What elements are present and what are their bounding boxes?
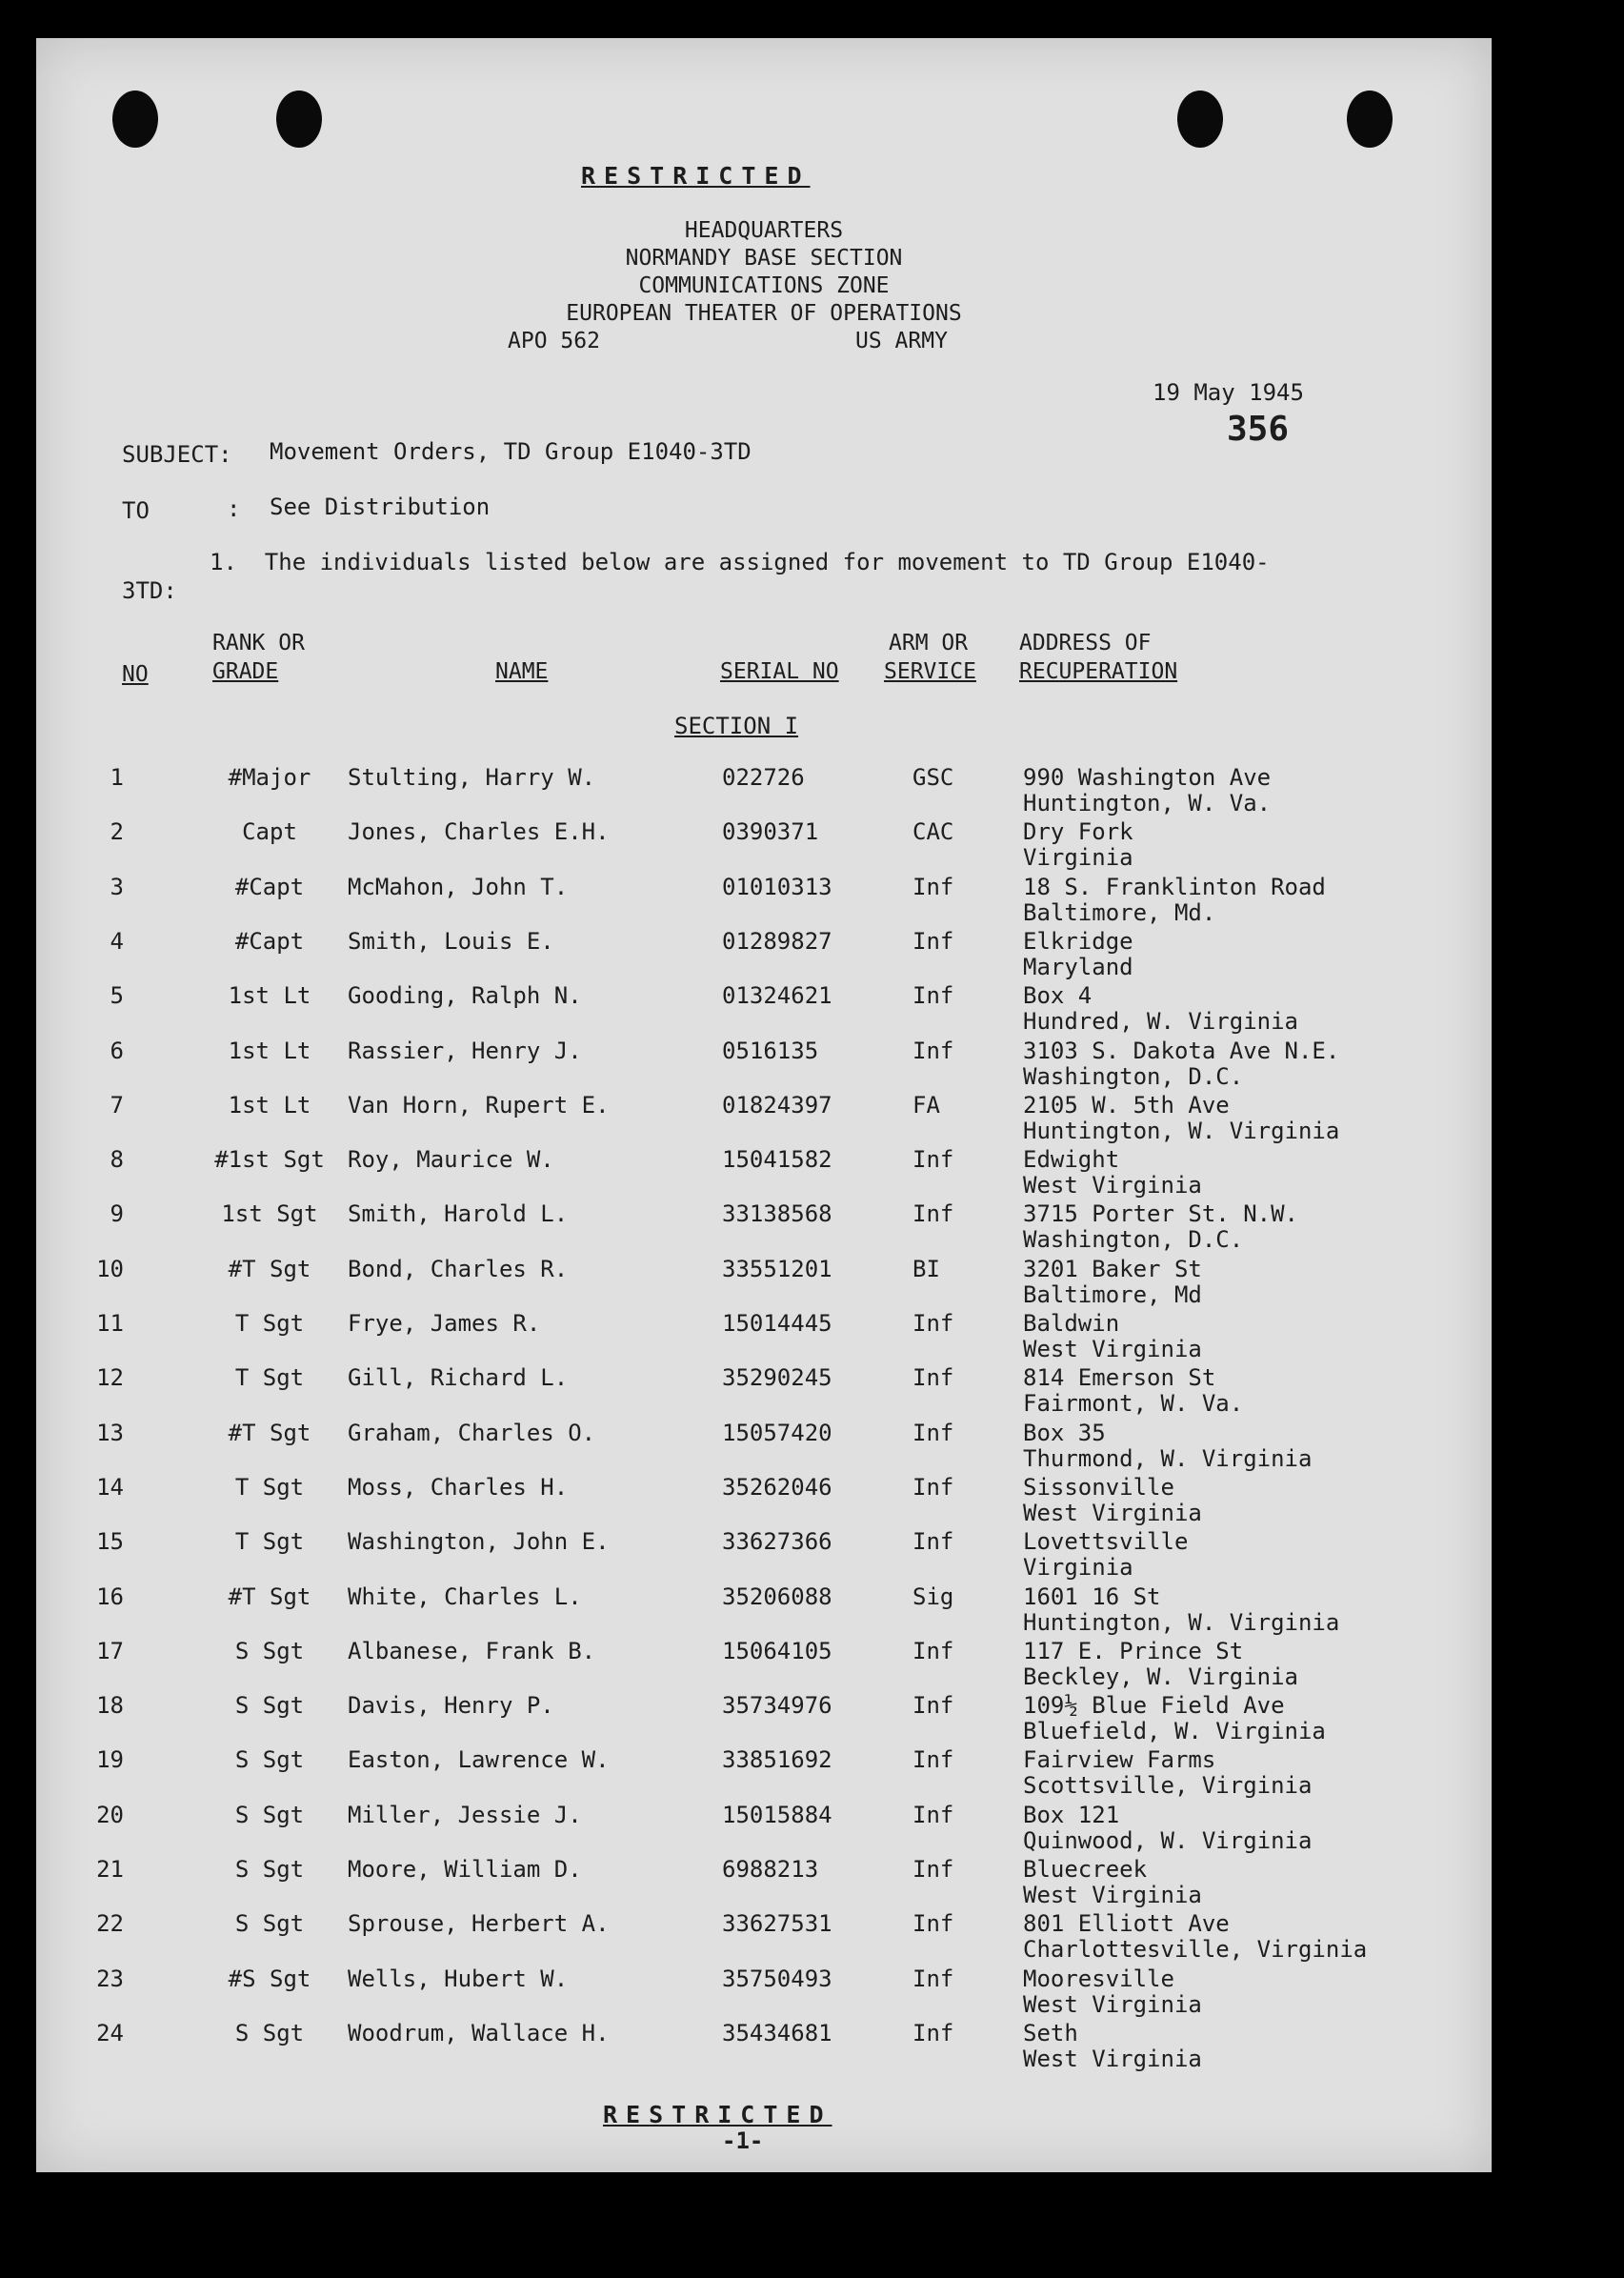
col-arm-top: ARM OR [889,631,969,655]
cell-addr1: Box 4 [1023,982,1093,1010]
cell-no: 21 [96,1856,124,1883]
cell-no: 19 [96,1746,124,1774]
cell-arm: Inf [912,1692,954,1720]
cell-serial: 35734976 [722,1692,832,1720]
cell-addr2: West Virginia [1023,1336,1202,1362]
cell-serial: 01010313 [722,873,832,900]
cell-rank: S Sgt [234,1856,305,1883]
cell-rank: #T Sgt [228,1419,311,1446]
cell-no: 15 [96,1528,124,1556]
cell-rank: #T Sgt [228,1255,311,1282]
cell-addr1: 990 Washington Ave [1023,764,1272,791]
cell-no: 2 [110,818,124,846]
cell-no: 24 [96,2019,124,2046]
cell-name: Stulting, Harry W. [348,764,596,791]
cell-no: 11 [96,1310,124,1337]
cell-addr1: 3201 Baker St [1023,1255,1202,1282]
cell-no: 23 [96,1965,124,1992]
cell-arm: Inf [912,1528,954,1556]
cell-addr2: Huntington, W. Va. [1023,790,1272,816]
cell-no: 18 [96,1692,124,1720]
section-heading: SECTION I [674,713,799,739]
cell-serial: 0390371 [722,818,819,846]
cell-serial: 35290245 [722,1364,832,1392]
subject-label: SUBJECT: [122,441,232,468]
punch-hole [1347,91,1393,148]
cell-serial: 15015884 [722,1801,832,1828]
cell-arm: CAC [912,818,954,846]
col-serial: SERIAL NO [720,659,839,684]
cell-name: Smith, Louis E. [348,927,554,955]
cell-name: Van Horn, Rupert E. [348,1091,610,1119]
cell-serial: 35750493 [722,1965,832,1992]
col-name: NAME [495,659,549,684]
cell-addr2: Virginia [1023,844,1133,872]
punch-hole [112,91,158,148]
cell-addr2: Scottsville, Virginia [1023,1772,1313,1800]
cell-rank: S Sgt [234,1692,305,1720]
cell-addr2: West Virginia [1023,1990,1202,2018]
cell-addr1: Box 35 [1023,1419,1106,1446]
letterhead-line: COMMUNICATIONS ZONE [638,273,890,298]
cell-addr2: Baltimore, Md. [1023,898,1216,926]
cell-arm: Inf [912,1200,954,1228]
cell-no: 10 [96,1255,124,1282]
cell-rank: #1st Sgt [214,1146,325,1174]
cell-serial: 33627531 [722,1910,832,1938]
cell-arm: Inf [912,1364,954,1392]
cell-arm: GSC [912,764,954,791]
cell-addr1: 2105 W. 5th Ave [1023,1091,1230,1119]
cell-name: Wells, Hubert W. [348,1965,569,1992]
cell-name: Albanese, Frank B. [348,1637,596,1664]
cell-addr1: Mooresville [1023,1965,1174,1992]
cell-serial: 0516135 [722,1037,819,1064]
cell-name: Washington, John E. [348,1528,610,1556]
document-number: 356 [1227,410,1290,449]
cell-rank: T Sgt [234,1364,305,1392]
subject-text: Movement Orders, TD Group E1040-3TD [270,438,752,465]
cell-addr2: Washington, D.C. [1023,1062,1244,1090]
cell-no: 4 [110,927,124,955]
cell-addr1: 1601 16 St [1023,1583,1161,1610]
cell-rank: S Sgt [234,1637,305,1664]
cell-no: 3 [110,873,124,900]
cell-arm: Inf [912,1310,954,1337]
col-rank-top: RANK OR [212,631,305,655]
cell-addr2: West Virginia [1023,1499,1202,1526]
cell-serial: 33138568 [722,1200,832,1228]
cell-serial: 15064105 [722,1637,832,1664]
cell-no: 22 [96,1910,124,1938]
cell-rank: Capt [242,818,297,846]
cell-serial: 15041582 [722,1146,832,1174]
cell-rank: #S Sgt [228,1965,311,1992]
cell-name: Woodrum, Wallace H. [348,2019,610,2046]
page-number: -1- [722,2127,764,2154]
cell-name: Frye, James R. [348,1310,541,1337]
cell-arm: BI [912,1255,940,1282]
cell-rank: S Sgt [234,2019,305,2046]
cell-serial: 01289827 [722,927,832,955]
cell-serial: 35206088 [722,1583,832,1610]
cell-name: Gooding, Ralph N. [348,982,582,1010]
cell-rank: T Sgt [234,1310,305,1337]
cell-rank: #Capt [234,873,305,900]
cell-addr2: West Virginia [1023,1882,1202,1908]
cell-addr1: Fairview Farms [1023,1746,1216,1774]
cell-serial: 15014445 [722,1310,832,1337]
cell-no: 20 [96,1801,124,1828]
cell-addr2: West Virginia [1023,1172,1202,1199]
cell-name: White, Charles L. [348,1583,582,1610]
cell-addr2: Virginia [1023,1554,1133,1582]
cell-no: 12 [96,1364,124,1392]
col-addr: RECUPERATION [1019,659,1178,684]
cell-no: 1 [110,764,124,791]
cell-name: Sprouse, Herbert A. [348,1910,610,1938]
cell-serial: 01824397 [722,1091,832,1119]
cell-no: 13 [96,1419,124,1446]
cell-name: Miller, Jessie J. [348,1801,582,1828]
cell-serial: 35262046 [722,1473,832,1501]
cell-arm: Inf [912,1419,954,1446]
document-date: 19 May 1945 [1153,379,1304,406]
letterhead-line: NORMANDY BASE SECTION [625,246,903,271]
letterhead-line: EUROPEAN THEATER OF OPERATIONS [566,301,962,326]
cell-no: 7 [110,1091,124,1119]
cell-rank: 1st Lt [228,1037,311,1064]
col-addr-top: ADDRESS OF [1019,631,1152,655]
cell-arm: Inf [912,1037,954,1064]
cell-addr2: Hundred, W. Virginia [1023,1008,1298,1036]
cell-arm: Inf [912,1473,954,1501]
cell-addr1: 801 Elliott Ave [1023,1910,1230,1938]
cell-addr1: 109½ Blue Field Ave [1023,1692,1285,1720]
cell-no: 6 [110,1037,124,1064]
cell-rank: S Sgt [234,1746,305,1774]
cell-arm: FA [912,1091,940,1119]
punch-hole [276,91,322,148]
col-arm: SERVICE [884,659,976,684]
cell-name: Moss, Charles H. [348,1473,569,1501]
cell-name: Davis, Henry P. [348,1692,554,1720]
cell-arm: Inf [912,1856,954,1883]
cell-addr1: 18 S. Franklinton Road [1023,873,1326,900]
cell-addr1: Sissonville [1023,1473,1174,1501]
cell-rank: #Major [228,764,311,791]
cell-addr1: 3103 S. Dakota Ave N.E. [1023,1037,1340,1064]
cell-arm: Inf [912,1746,954,1774]
cell-addr2: Huntington, W. Virginia [1023,1117,1340,1144]
punch-hole [1177,91,1223,148]
cell-serial: 6988213 [722,1856,819,1883]
cell-rank: S Sgt [234,1801,305,1828]
cell-no: 17 [96,1637,124,1664]
cell-no: 5 [110,982,124,1010]
cell-addr2: West Virginia [1023,2045,1202,2072]
cell-addr2: Beckley, W. Virginia [1023,1663,1298,1690]
cell-addr2: Charlottesville, Virginia [1023,1936,1368,1964]
cell-arm: Inf [912,1146,954,1174]
cell-addr1: 3715 Porter St. N.W. [1023,1200,1298,1228]
cell-addr1: Lovettsville [1023,1528,1189,1556]
cell-serial: 33851692 [722,1746,832,1774]
paragraph-line: 1. The individuals listed below are assigned for movement to TD Group E1040- [210,549,1270,575]
cell-arm: Sig [912,1583,954,1610]
cell-arm: Inf [912,982,954,1010]
cell-arm: Inf [912,1965,954,1992]
cell-serial: 01324621 [722,982,832,1010]
cell-addr1: 814 Emerson St [1023,1364,1216,1392]
to-label: TO [122,497,150,524]
cell-addr2: Maryland [1023,953,1133,980]
cell-arm: Inf [912,2019,954,2046]
cell-addr1: 117 E. Prince St [1023,1637,1244,1664]
to-text: See Distribution [270,494,491,520]
cell-serial: 15057420 [722,1419,832,1446]
cell-rank: #Capt [234,927,305,955]
cell-arm: Inf [912,1801,954,1828]
cell-addr2: Quinwood, W. Virginia [1023,1826,1313,1854]
cell-no: 8 [110,1146,124,1174]
cell-serial: 022726 [722,764,805,791]
cell-addr1: Dry Fork [1023,818,1133,846]
cell-addr2: Baltimore, Md [1023,1280,1202,1308]
cell-addr2: Washington, D.C. [1023,1226,1244,1254]
col-no: NO [122,662,149,687]
cell-name: Rassier, Henry J. [348,1037,582,1064]
cell-name: Graham, Charles O. [348,1419,596,1446]
cell-name: Jones, Charles E.H. [348,818,610,846]
cell-addr1: Box 121 [1023,1801,1120,1828]
cell-no: 16 [96,1583,124,1610]
cell-addr1: Seth [1023,2019,1078,2046]
cell-arm: Inf [912,927,954,955]
classification-bottom: RESTRICTED [603,2101,832,2128]
cell-arm: Inf [912,873,954,900]
cell-serial: 33551201 [722,1255,832,1282]
cell-name: Moore, William D. [348,1856,582,1883]
cell-serial: 35434681 [722,2019,832,2046]
cell-name: Roy, Maurice W. [348,1146,554,1174]
cell-rank: 1st Sgt [221,1200,318,1228]
apo-number: APO 562 [508,329,600,353]
cell-arm: Inf [912,1910,954,1938]
cell-addr1: Edwight [1023,1146,1120,1174]
cell-name: Easton, Lawrence W. [348,1746,610,1774]
cell-serial: 33627366 [722,1528,832,1556]
cell-addr1: Bluecreek [1023,1856,1148,1883]
cell-no: 14 [96,1473,124,1501]
cell-addr1: Baldwin [1023,1310,1120,1337]
cell-addr2: Thurmond, W. Virginia [1023,1444,1313,1472]
paragraph-line: 3TD: [122,577,177,604]
cell-addr2: Huntington, W. Virginia [1023,1608,1340,1636]
cell-name: Bond, Charles R. [348,1255,569,1282]
cell-rank: S Sgt [234,1910,305,1938]
to-colon: : [227,495,241,522]
document-page [36,38,1492,2172]
cell-arm: Inf [912,1637,954,1664]
classification-top: RESTRICTED [581,162,811,190]
cell-addr1: Elkridge [1023,927,1133,955]
cell-no: 9 [110,1200,124,1228]
cell-rank: T Sgt [234,1473,305,1501]
letterhead-line: HEADQUARTERS [684,218,844,243]
cell-rank: 1st Lt [228,982,311,1010]
cell-name: Smith, Harold L. [348,1200,569,1228]
col-rank: GRADE [212,659,279,684]
cell-name: McMahon, John T. [348,873,569,900]
cell-rank: 1st Lt [228,1091,311,1119]
cell-addr2: Fairmont, W. Va. [1023,1390,1244,1418]
cell-rank: #T Sgt [228,1583,311,1610]
cell-addr2: Bluefield, W. Virginia [1023,1718,1326,1745]
cell-name: Gill, Richard L. [348,1364,569,1392]
army-label: US ARMY [855,329,948,353]
cell-rank: T Sgt [234,1528,305,1556]
